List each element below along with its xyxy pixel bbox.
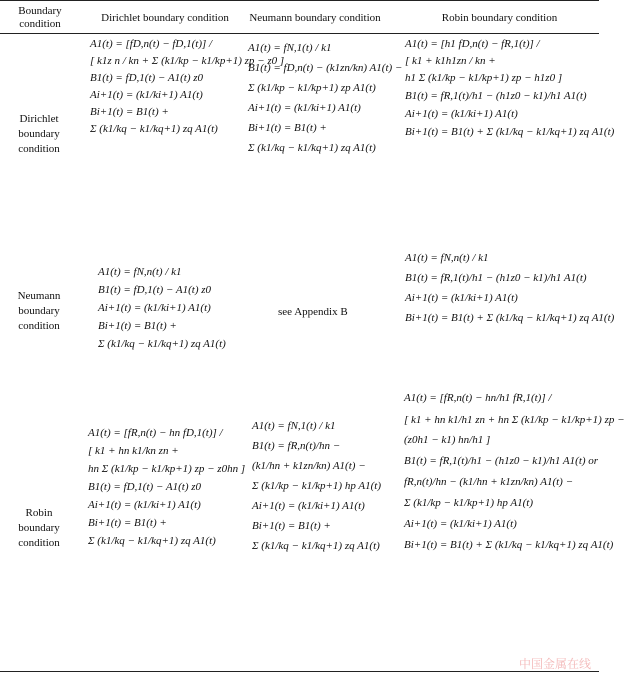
header-robin: Robin boundary condition <box>441 12 558 24</box>
cell-nr: A1(t) = fN,n(t) / k1 B1(t) = fR,1(t)/h1 − (h1z0 − k1)/h1 A1(t) Ai+1(t) = (k1/ki+1) A1(t) Bi+1(t) = B1(t) + Σ (k1/kq − k1/kq+1) zq A1(t) <box>405 252 615 324</box>
cell-rd: A1(t) = [fR,n(t) − hn fD,1(t)] / [ k1 + hn k1/kn zn + hn Σ (k1/kp − k1/kp+1) zp − z0hn ] B1(t) = fD,1(t) − A1(t) z0 Ai+1(t) = (k1/ki+1) A1(t) Bi+1(t) = B1(t) + Σ (k1/kq − k1/kq+1) zq A1(t) <box>88 427 246 547</box>
header-neumann: Neumann boundary condition <box>249 12 381 24</box>
row-label-dirichlet: Dirichlet boundary condition <box>18 113 60 155</box>
table-top-rule <box>0 0 599 1</box>
cell-nd: A1(t) = fN,n(t) / k1 B1(t) = fD,1(t) − A1(t) z0 Ai+1(t) = (k1/ki+1) A1(t) Bi+1(t) = B1(t) + Σ (k1/kq − k1/kq+1) zq A1(t) <box>98 266 226 350</box>
header-dirichlet: Dirichlet boundary condition <box>101 12 229 24</box>
table-bottom-rule <box>0 671 599 672</box>
cell-nn: see Appendix B <box>278 306 348 318</box>
cell-rr: A1(t) = [fR,n(t) − hn/h1 fR,1(t)] / [ k1 + hn k1/h1 zn + hn Σ (k1/kp − k1/kp+1) zp − (z0h1 − k1) hn/h1 ] B1(t) = fR,1(t)/h1 − (h1z0 − k1)/h1 A1(t) or fR,n(t)/hn − (k1/hn + k1zn/kn) A1(t) − Σ (k1/kp − k1/kp+1) hp A1(t) Ai+1(t) = (k1/ki+1) A1(t) Bi+1(t) = B1(t) + Σ (k1/kq − k1/kq+1) zq A1(t) <box>404 392 625 551</box>
row-label-neumann: Neumann boundary condition <box>17 290 61 332</box>
header-rule <box>0 33 599 34</box>
cell-dn: A1(t) = fN,1(t) / k1 B1(t) = fD,n(t) − (k1zn/kn) A1(t) − Σ (k1/kp − k1/kp+1) zp A1(t) Ai+1(t) = (k1/ki+1) A1(t) Bi+1(t) = B1(t) + Σ (k1/kq − k1/kq+1) zq A1(t) <box>248 42 403 154</box>
watermark: 中国金属在线 <box>518 657 591 671</box>
header-col0: Boundary condition <box>18 5 62 30</box>
row-label-robin: Robin boundary condition <box>18 507 60 549</box>
cell-dr: A1(t) = [h1 fD,n(t) − fR,1(t)] / [ k1 + k1h1zn / kn + h1 Σ (k1/kp − k1/kp+1) zp − h1z0 ] B1(t) = fR,1(t)/h1 − (h1z0 − k1)/h1 A1(t) Ai+1(t) = (k1/ki+1) A1(t) Bi+1(t) = B1(t) + Σ (k1/kq − k1/kq+1) zq A1(t) <box>405 38 615 138</box>
cell-dd: A1(t) = [fD,n(t) − fD,1(t)] / [ k1z n / kn + Σ (k1/kp − k1/kp+1) zp − z0 ] B1(t) = fD,1(t) − A1(t) z0 Ai+1(t) = (k1/ki+1) A1(t) Bi+1(t) = B1(t) + Σ (k1/kq − k1/kq+1) zq A1(t) <box>90 38 285 135</box>
cell-rn: A1(t) = fN,1(t) / k1 B1(t) = fR,n(t)/hn − (k1/hn + k1zn/kn) A1(t) − Σ (k1/kp − k1/kp+1) hp A1(t) Ai+1(t) = (k1/ki+1) A1(t) Bi+1(t) = B1(t) + Σ (k1/kq − k1/kq+1) zq A1(t) <box>252 420 382 552</box>
